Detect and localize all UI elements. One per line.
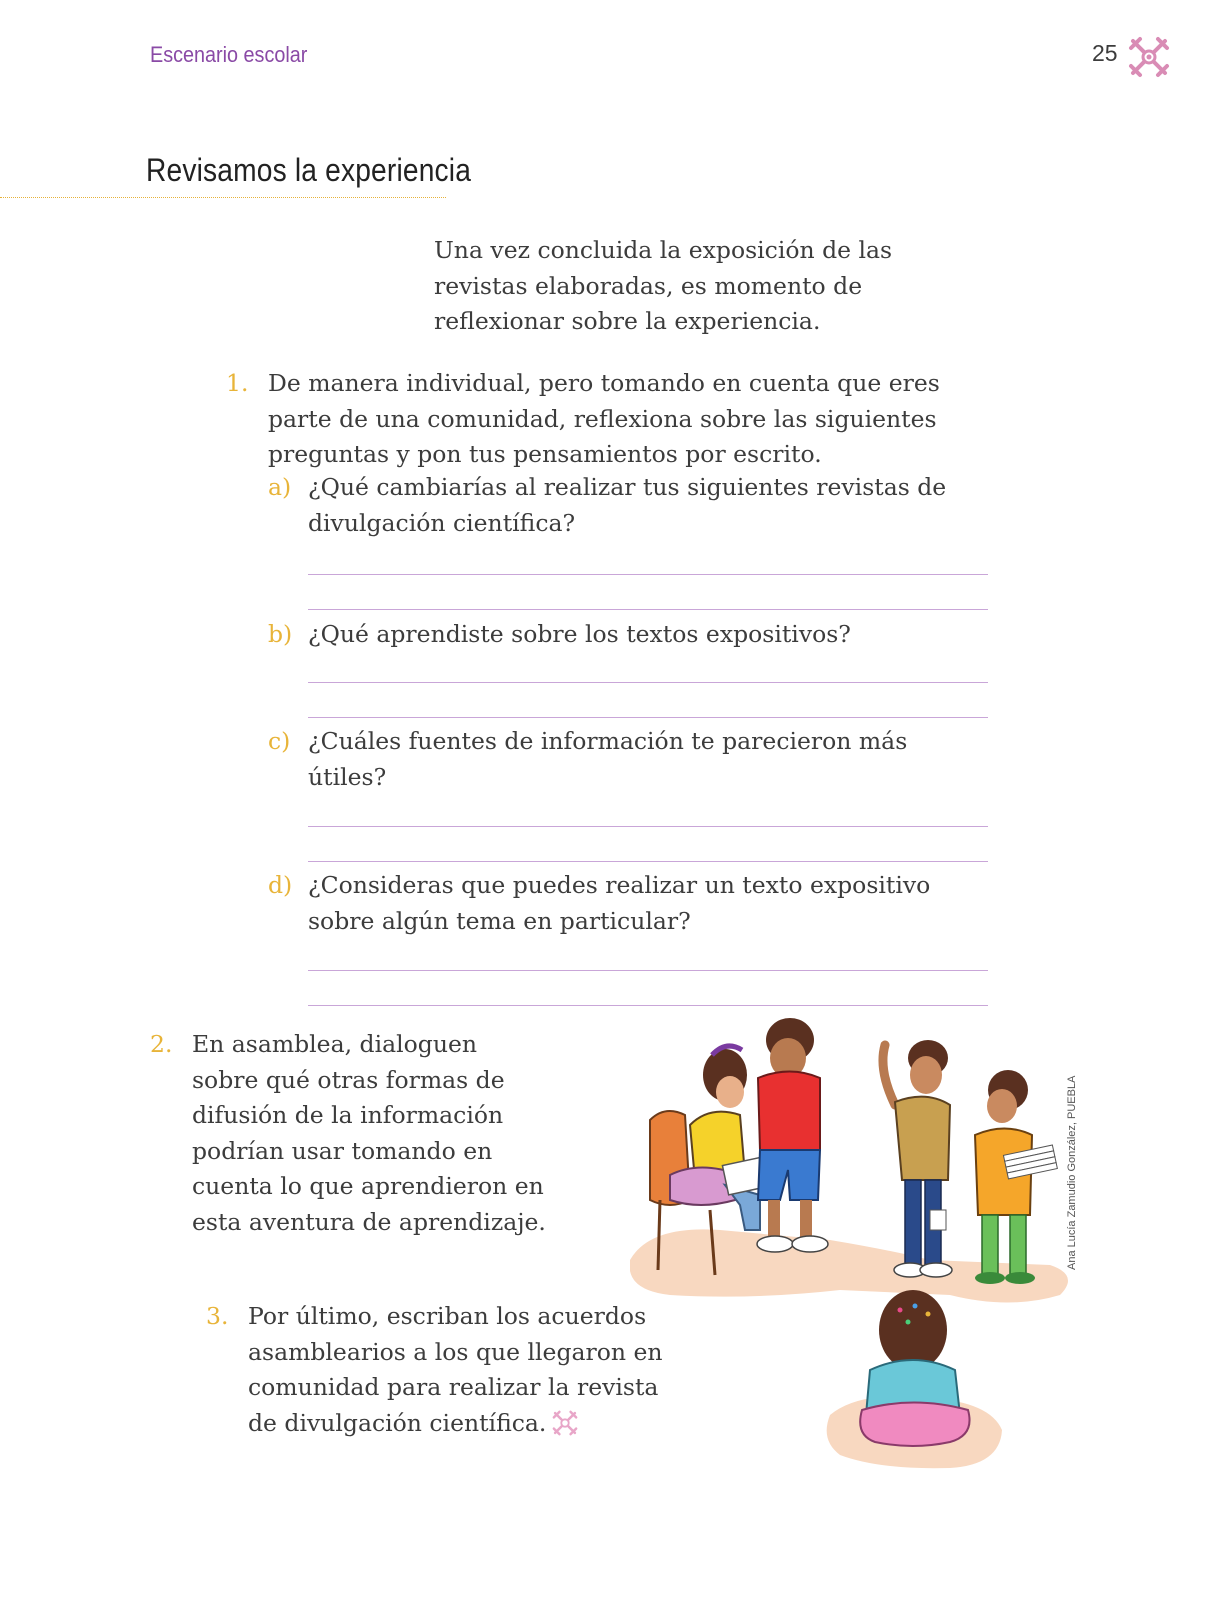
question-letter: d) bbox=[268, 871, 293, 899]
question-text: ¿Qué aprendiste sobre los textos expositivos? bbox=[308, 620, 851, 648]
section-title: Revisamos la experiencia bbox=[146, 152, 472, 188]
end-of-section-icon bbox=[552, 1410, 578, 1436]
decorative-logo-icon bbox=[1128, 36, 1170, 78]
activity-item-2 bbox=[150, 1027, 550, 1240]
item-number: 3. bbox=[206, 1302, 229, 1330]
answer-line[interactable] bbox=[308, 609, 988, 610]
question-letter: a) bbox=[268, 473, 292, 501]
question-d bbox=[268, 868, 988, 939]
answer-line[interactable] bbox=[308, 682, 988, 683]
answer-line[interactable] bbox=[308, 717, 988, 718]
question-c bbox=[268, 724, 988, 795]
question-letter: c) bbox=[268, 727, 291, 755]
item-number: 1. bbox=[226, 369, 249, 397]
item-text: En asamblea, dialoguen sobre qué otras formas de difusión de la información podrían usar tomando en cuenta lo que aprendieron en esta aventura de aprendizaje. bbox=[192, 1030, 546, 1236]
question-letter: b) bbox=[268, 620, 293, 648]
question-a bbox=[268, 470, 988, 541]
intro-paragraph: Una vez concluida la exposición de las revistas elaboradas, es momento de reflexionar sobre la experiencia. bbox=[434, 236, 893, 335]
activity-item-3 bbox=[206, 1299, 686, 1441]
question-text: ¿Consideras que puedes realizar un texto expositivo sobre algún tema en particular? bbox=[308, 871, 931, 935]
answer-line[interactable] bbox=[308, 1005, 988, 1006]
answer-line[interactable] bbox=[308, 826, 988, 827]
answer-line[interactable] bbox=[308, 861, 988, 862]
item-text: Por último, escriban los acuerdos asamblearios a los que llegaron en comunidad para realizar la revista de divulgación científica. bbox=[248, 1302, 663, 1437]
page-number: 25 bbox=[1092, 40, 1118, 66]
question-text: ¿Qué cambiarías al realizar tus siguientes revistas de divulgación científica? bbox=[308, 473, 947, 537]
activity-item-1 bbox=[226, 366, 986, 473]
illustration-credit: Ana Lucía Zamudio González, PUEBLA bbox=[1066, 1075, 1078, 1270]
answer-line[interactable] bbox=[308, 970, 988, 971]
question-b bbox=[268, 617, 988, 653]
question-text: ¿Cuáles fuentes de información te parecieron más útiles? bbox=[308, 727, 908, 791]
item-text: De manera individual, pero tomando en cuenta que eres parte de una comunidad, reflexiona sobre las siguientes preguntas y pon tus pensamientos por escrito. bbox=[268, 369, 940, 468]
answer-line[interactable] bbox=[308, 574, 988, 575]
children-classroom-illustration bbox=[630, 1010, 1090, 1480]
item-number: 2. bbox=[150, 1030, 173, 1058]
title-underline bbox=[0, 197, 446, 198]
running-header: Escenario escolar bbox=[150, 42, 308, 67]
